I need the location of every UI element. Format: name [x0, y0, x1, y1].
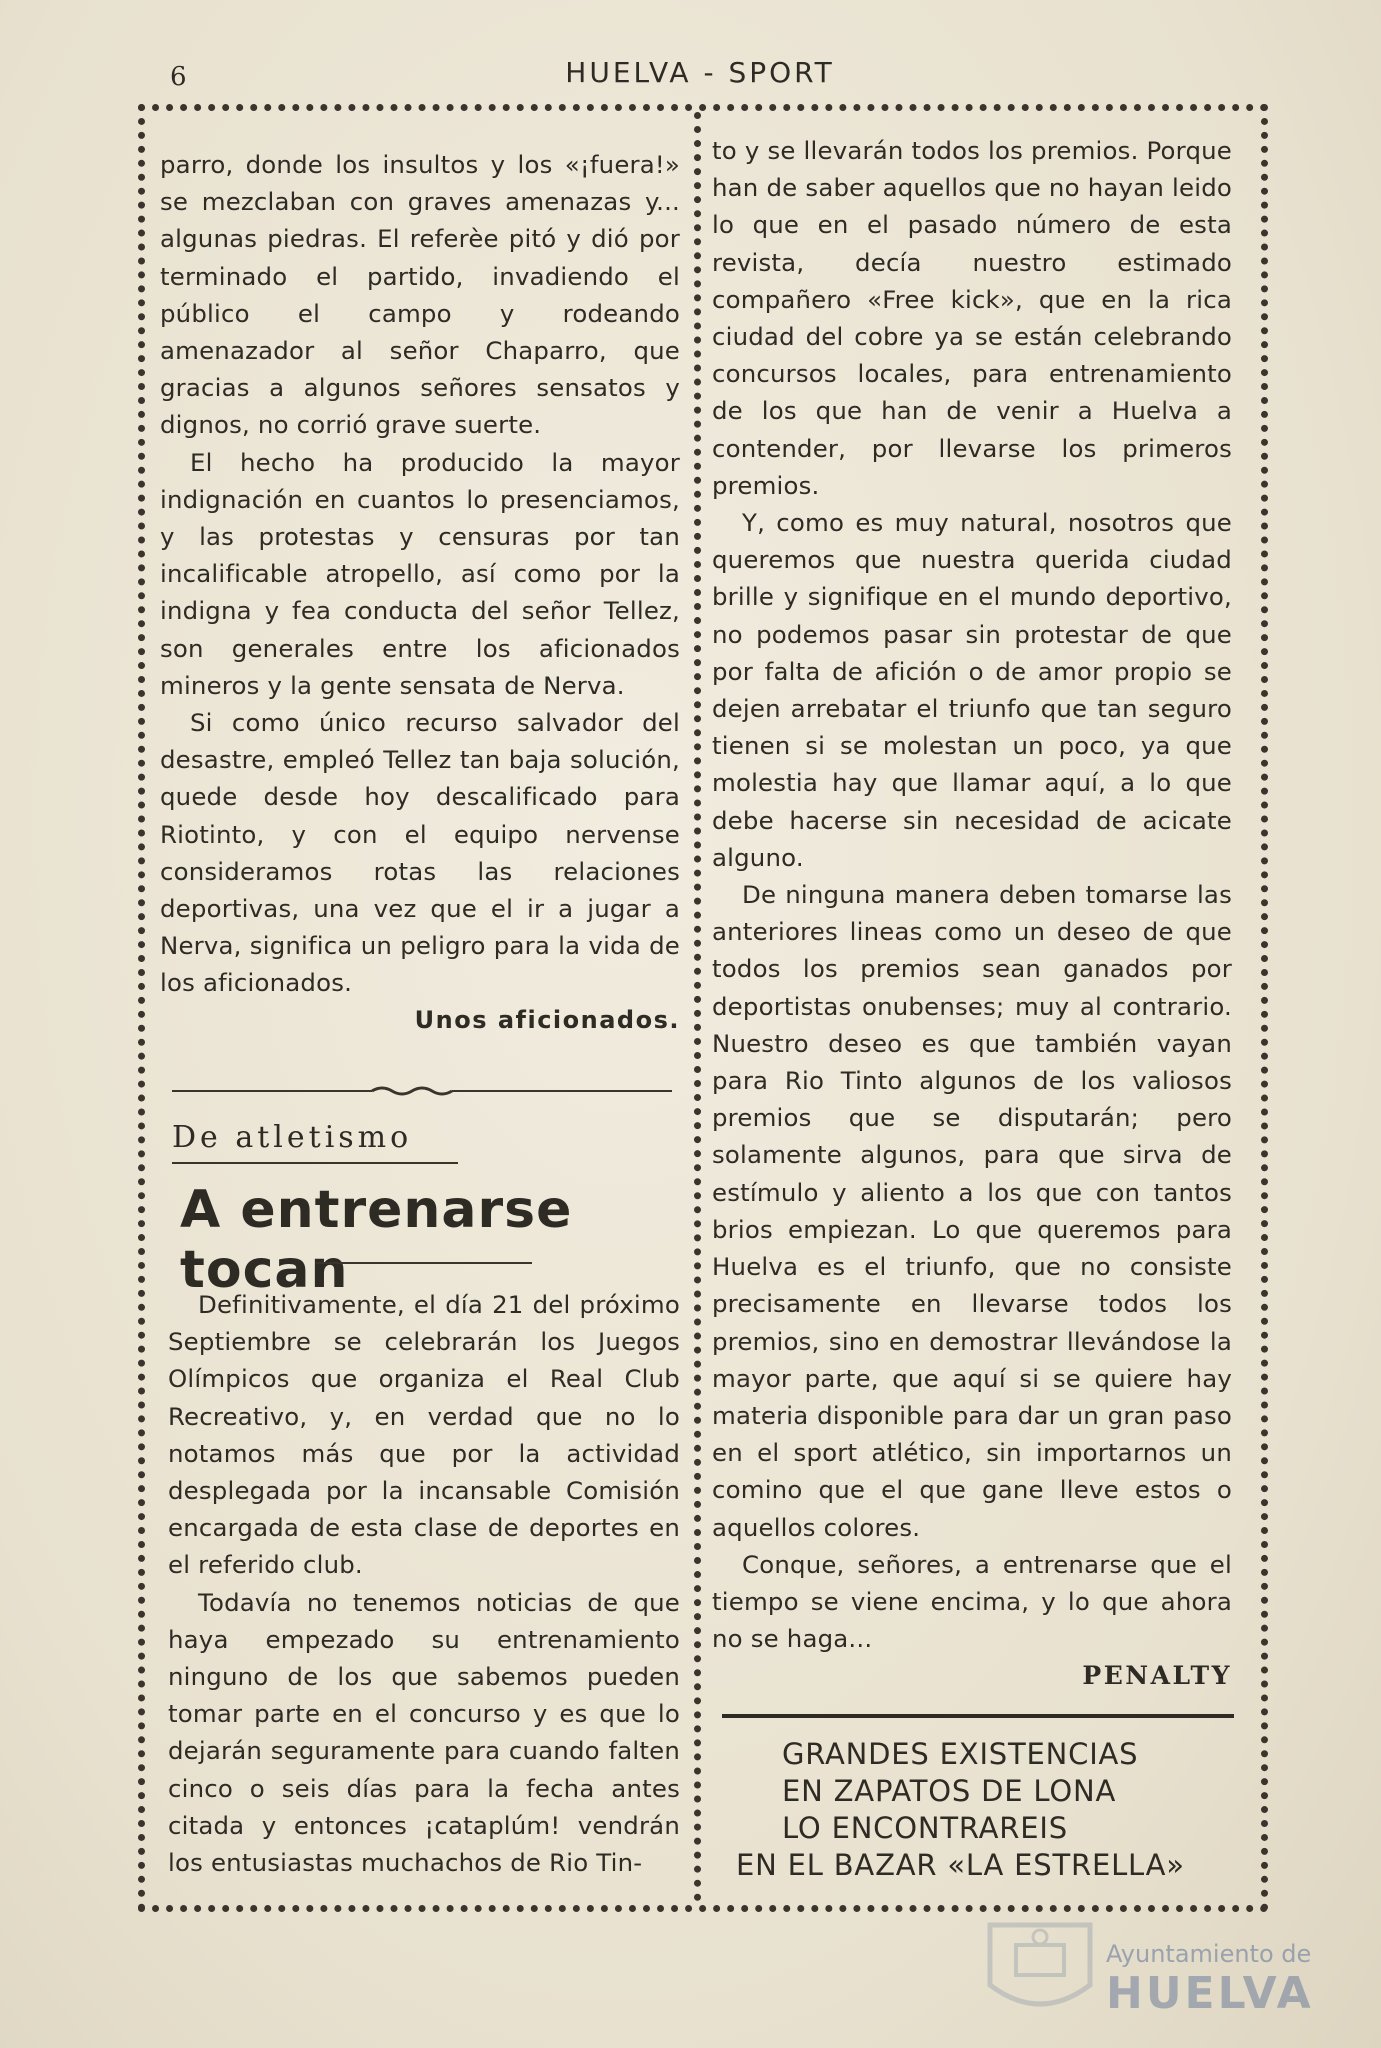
- paragraph: to y se llevarán todos los premios. Porque han de saber aquellos que no hayan leido lo que en el pasado número de esta revista, decía nuestro estimado compañero «Free kick», que en la rica ciudad del cobre ya se están celebrando concursos locales, para entrenamiento de los que han de venir a Huelva a contender, por llevarse los primeros premios.: [712, 136, 1232, 500]
- paragraph: Definitivamente, el día 21 del próximo Septiembre se celebrarán los Juegos Olímpicos que organiza el Real Club Recreativo, y, en verdad que no lo notamos más que por la actividad desplegada por la incansable Comisión encargada de esta clase de deportes en el referido club.: [168, 1290, 680, 1580]
- article-headline: A entrenarse tocan: [180, 1180, 573, 1300]
- advertisement-line: GRANDES EXISTENCIAS: [782, 1737, 1139, 1771]
- article-signature: PENALTY: [1082, 1661, 1232, 1691]
- kicker-rule: [172, 1162, 458, 1164]
- paragraph: De ninguna manera deben tomarse las anteriores lineas como un deseo de que todos los premios sean ganados por deportistas onubenses; muy al contrario. Nuestro deseo es que también vayan para Rio Tinto algunos de los valiosos premios que se disputarán; pero solamente algunos, para que sirva de estímulo y aliento a los que con tantos brios empiezan. Lo que queremos para Huelva es el triunfo, que no consiste precisamente en llevarse todos los premios, sino en demostrar llevándose la mayor parte, que aquí si se quiere hay materia disponible para dar un gran paso en el sport atlético, sin importarnos un comino que el que gane lleve estos o aquellos colores.: [712, 880, 1232, 1542]
- advertisement: [730, 1736, 1230, 1884]
- paragraph: parro, donde los insultos y los «¡fuera!» se mezclaban con graves amenazas y... algunas piedras. El referèe pitó y dió por terminado el partido, invadiendo el público el campo y rodeando amenazador al señor Chaparro, que gracias a algunos señores sensatos y dignos, no corrió grave suerte.: [160, 150, 680, 440]
- section-kicker: De atletismo: [172, 1120, 413, 1155]
- column-divider: [694, 112, 701, 1902]
- article-signature: Unos aficionados.: [414, 1005, 680, 1034]
- paragraph: Todavía no tenemos noticias de que haya empezado su entrenamiento ninguno de los que sabemos pueden tomar parte en el concurso y es que lo dejarán seguramente para cuando falten cinco o seis días para la fecha antes citada y entonces ¡cataplúm! vendrán los entusiastas muchachos de Rio Tin-: [168, 1587, 680, 1878]
- right-column-article: [712, 132, 1232, 1695]
- advertisement-line: EN EL BAZAR «LA ESTRELLA»: [736, 1848, 1185, 1882]
- running-head: HUELVA - SPORT: [565, 56, 835, 89]
- watermark-text: HUELVA: [1106, 1968, 1314, 2019]
- paragraph: El hecho ha producido la mayor indignación en cuantos lo presenciamos, y las protestas y censuras por tan incalificable atropello, así como por la indigna y fea conducta del señor Tellez, son generales entre los aficionados mineros y la gente sensata de Nerva.: [160, 447, 680, 700]
- advertisement-line: EN ZAPATOS DE LONA: [782, 1774, 1117, 1808]
- watermark-text: Ayuntamiento de: [1106, 1940, 1312, 1968]
- page-number: 6: [170, 62, 188, 92]
- paragraph: Conque, señores, a entrenarse que el tiempo se viene encima, y lo que ahora no se haga...: [712, 1549, 1232, 1654]
- headline-rule: [316, 1262, 532, 1264]
- paragraph: Y, como es muy natural, nosotros que queremos que nuestra querida ciudad brille y signifique en el mundo deportivo, no podemos pasar sin protestar de que por falta de afición o de amor propio se dejen arrebatar el triunfo que tan seguro tienen si se molestan un poco, ya que molestia hay que llamar aquí, a lo que debe hacerse sin necesidad de acicate alguno.: [712, 508, 1232, 872]
- ornament-rule: [172, 1085, 672, 1097]
- paragraph: Si como único recurso salvador del desastre, empleó Tellez tan baja solución, quede desde hoy descalificado para Riotinto, y con el equipo nervense consideramos rotas las relaciones deportivas, una vez que el ir a jugar a Nerva, significa un peligro para la vida de los aficionados.: [160, 708, 680, 998]
- advertisement-line: LO ENCONTRAREIS: [782, 1811, 1068, 1845]
- left-column-previous-article: [160, 146, 680, 1039]
- advertisement-rule: [722, 1714, 1234, 1718]
- left-column-article: [168, 1286, 680, 1881]
